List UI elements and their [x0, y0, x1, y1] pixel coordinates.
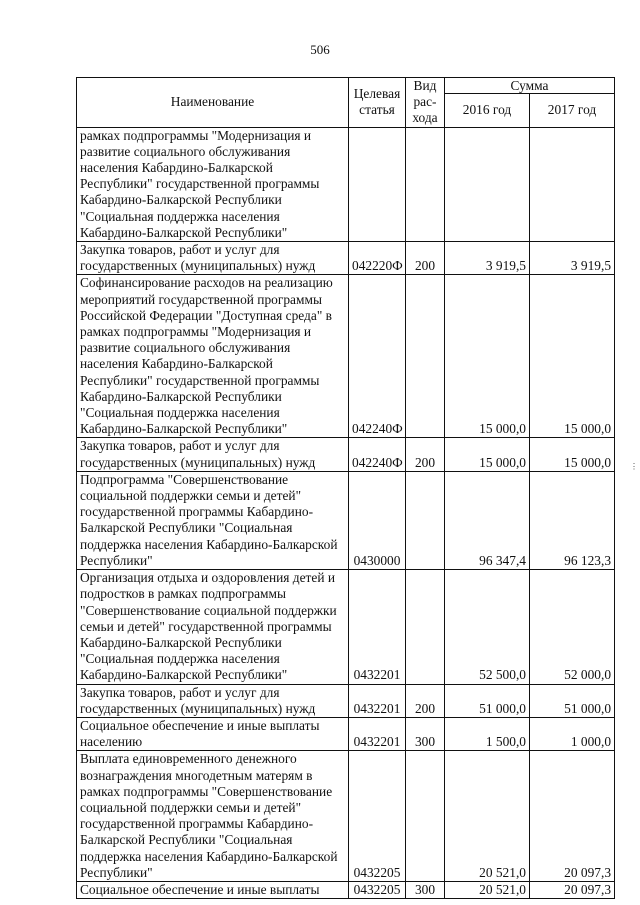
table-body	[77, 127, 615, 899]
row-type	[406, 275, 445, 438]
table-row	[77, 127, 615, 241]
margin-mark: ⋮	[630, 462, 638, 471]
row-code: 0432201	[349, 684, 406, 717]
row-amount-2017: 20 097,3	[530, 881, 615, 898]
row-amount-2016: 15 000,0	[445, 438, 530, 471]
row-type: 200	[406, 242, 445, 275]
row-name: Закупка товаров, работ и услуг для государственных (муниципальных) нужд	[77, 684, 349, 717]
row-type	[406, 570, 445, 684]
row-amount-2016: 15 000,0	[445, 275, 530, 438]
row-type: 200	[406, 684, 445, 717]
budget-table	[76, 77, 615, 899]
row-code: 0432201	[349, 717, 406, 750]
header-name: Наименование	[77, 78, 349, 128]
row-amount-2017: 15 000,0	[530, 275, 615, 438]
row-amount-2016: 20 521,0	[445, 881, 530, 898]
row-name: Выплата единовременного денежного вознаграждения многодетным матерям в рамках подпрограммы "Совершенствование социальной поддержки семьи и детей" государственной программы Кабардино-Балкарской Республики "Социальная поддержка населения Кабардино-Балкарской Республики"	[77, 751, 349, 882]
row-amount-2017	[530, 127, 615, 241]
header-code: Целевая статья	[349, 78, 406, 128]
table-row	[77, 471, 615, 569]
row-code: 0432205	[349, 751, 406, 882]
row-code: 042240Ф	[349, 438, 406, 471]
row-type	[406, 751, 445, 882]
row-name: Социальное обеспечение и иные выплаты населению	[77, 717, 349, 750]
row-amount-2016: 96 347,4	[445, 471, 530, 569]
row-code: 042240Ф	[349, 275, 406, 438]
row-amount-2017: 3 919,5	[530, 242, 615, 275]
row-name: Социальное обеспечение и иные выплаты	[77, 881, 349, 898]
row-amount-2016: 51 000,0	[445, 684, 530, 717]
row-amount-2016: 52 500,0	[445, 570, 530, 684]
table-row	[77, 275, 615, 438]
row-amount-2016: 1 500,0	[445, 717, 530, 750]
row-code: 0432205	[349, 881, 406, 898]
row-amount-2017: 1 000,0	[530, 717, 615, 750]
row-type: 300	[406, 881, 445, 898]
table-row	[77, 717, 615, 750]
row-name: Закупка товаров, работ и услуг для государственных (муниципальных) нужд	[77, 242, 349, 275]
table-row	[77, 570, 615, 684]
header-sum: Сумма	[445, 78, 615, 94]
row-name: Подпрограмма "Совершенствование социальной поддержки семьи и детей" государственной программы Кабардино-Балкарской Республики "Социальная поддержка населения Кабардино-Балкарской Республики"	[77, 471, 349, 569]
row-type	[406, 471, 445, 569]
row-amount-2017: 51 000,0	[530, 684, 615, 717]
row-type: 300	[406, 717, 445, 750]
row-name: Закупка товаров, работ и услуг для государственных (муниципальных) нужд	[77, 438, 349, 471]
header-type: Вид рас-хода	[406, 78, 445, 128]
row-code	[349, 127, 406, 241]
table-row	[77, 751, 615, 882]
page-number: 506	[310, 42, 330, 57]
row-name: Софинансирование расходов на реализацию мероприятий государственной программы Российской Федерации "Доступная среда" в рамках подпрограммы "Модернизация и развитие социального обслуживания населения Кабардино-Балкарской Республики" государственной программы Кабардино-Балкарской Республики "Социальная поддержка населения Кабардино-Балкарской Республики"	[77, 275, 349, 438]
row-code: 042220Ф	[349, 242, 406, 275]
row-amount-2016: 3 919,5	[445, 242, 530, 275]
table-row	[77, 684, 615, 717]
row-amount-2017: 52 000,0	[530, 570, 615, 684]
row-amount-2017: 20 097,3	[530, 751, 615, 882]
row-name: Организация отдыха и оздоровления детей и подростков в рамках подпрограммы "Совершенствование социальной поддержки семьи и детей" государственной программы Кабардино-Балкарской Республики "Социальная поддержка населения Кабардино-Балкарской Республики"	[77, 570, 349, 684]
row-name: рамках подпрограммы "Модернизация и развитие социального обслуживания населения Кабардино-Балкарской Республики" государственной программы Кабардино-Балкарской Республики "Социальная поддержка населения Кабардино-Балкарской Республики"	[77, 127, 349, 241]
row-type: 200	[406, 438, 445, 471]
row-type	[406, 127, 445, 241]
table-header	[77, 78, 615, 128]
row-amount-2016	[445, 127, 530, 241]
row-code: 0432201	[349, 570, 406, 684]
table-row	[77, 242, 615, 275]
row-amount-2017: 15 000,0	[530, 438, 615, 471]
row-code: 0430000	[349, 471, 406, 569]
header-year-2017: 2017 год	[530, 94, 615, 127]
table-row	[77, 881, 615, 898]
row-amount-2016: 20 521,0	[445, 751, 530, 882]
row-amount-2017: 96 123,3	[530, 471, 615, 569]
table-row	[77, 438, 615, 471]
header-year-2016: 2016 год	[445, 94, 530, 127]
